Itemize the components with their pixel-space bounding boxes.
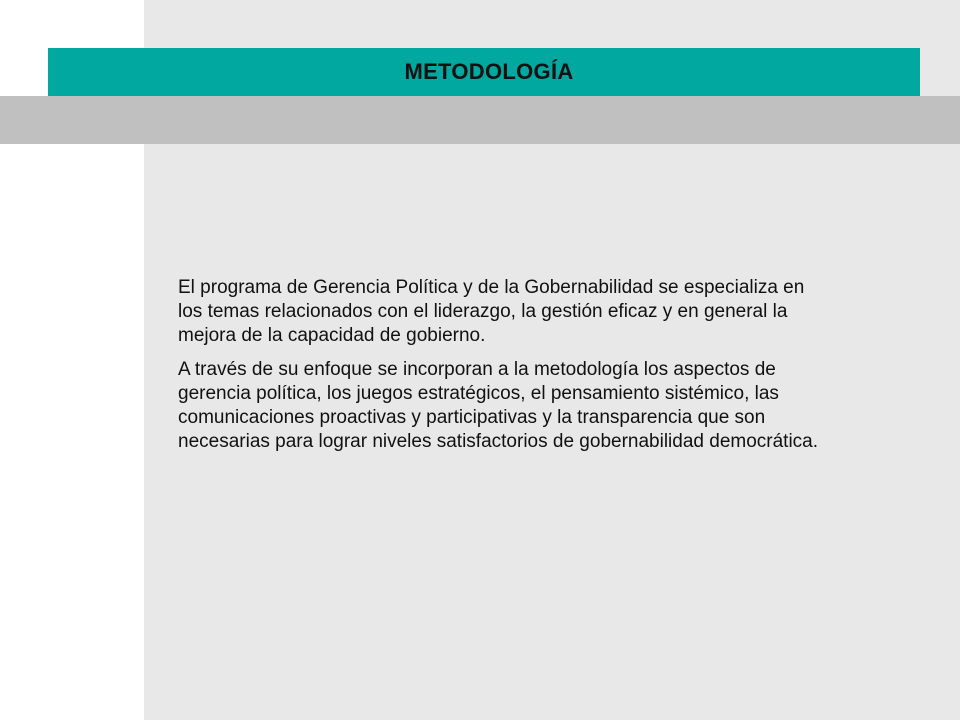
paragraph-intro: El programa de Gerencia Política y de la Gobernabilidad se especializa en los temas relacionados con el liderazgo, la gestión eficaz y en general la mejora de la capacidad de gobierno. xyxy=(178,277,805,346)
title-bar xyxy=(48,48,920,96)
header-gray-band xyxy=(0,96,960,144)
body-text xyxy=(178,276,828,464)
paragraph-approach: A través de su enfoque se incorporan a la metodología los aspectos de gerencia política, los juegos estratégicos, el pensamiento sistémico, las comunicaciones proactivas y participativas y la transparencia que son necesarias para lograr niveles satisfactorios de gobernabilidad democrática. xyxy=(178,359,819,452)
slide-title: METODOLOGÍA xyxy=(404,59,574,84)
